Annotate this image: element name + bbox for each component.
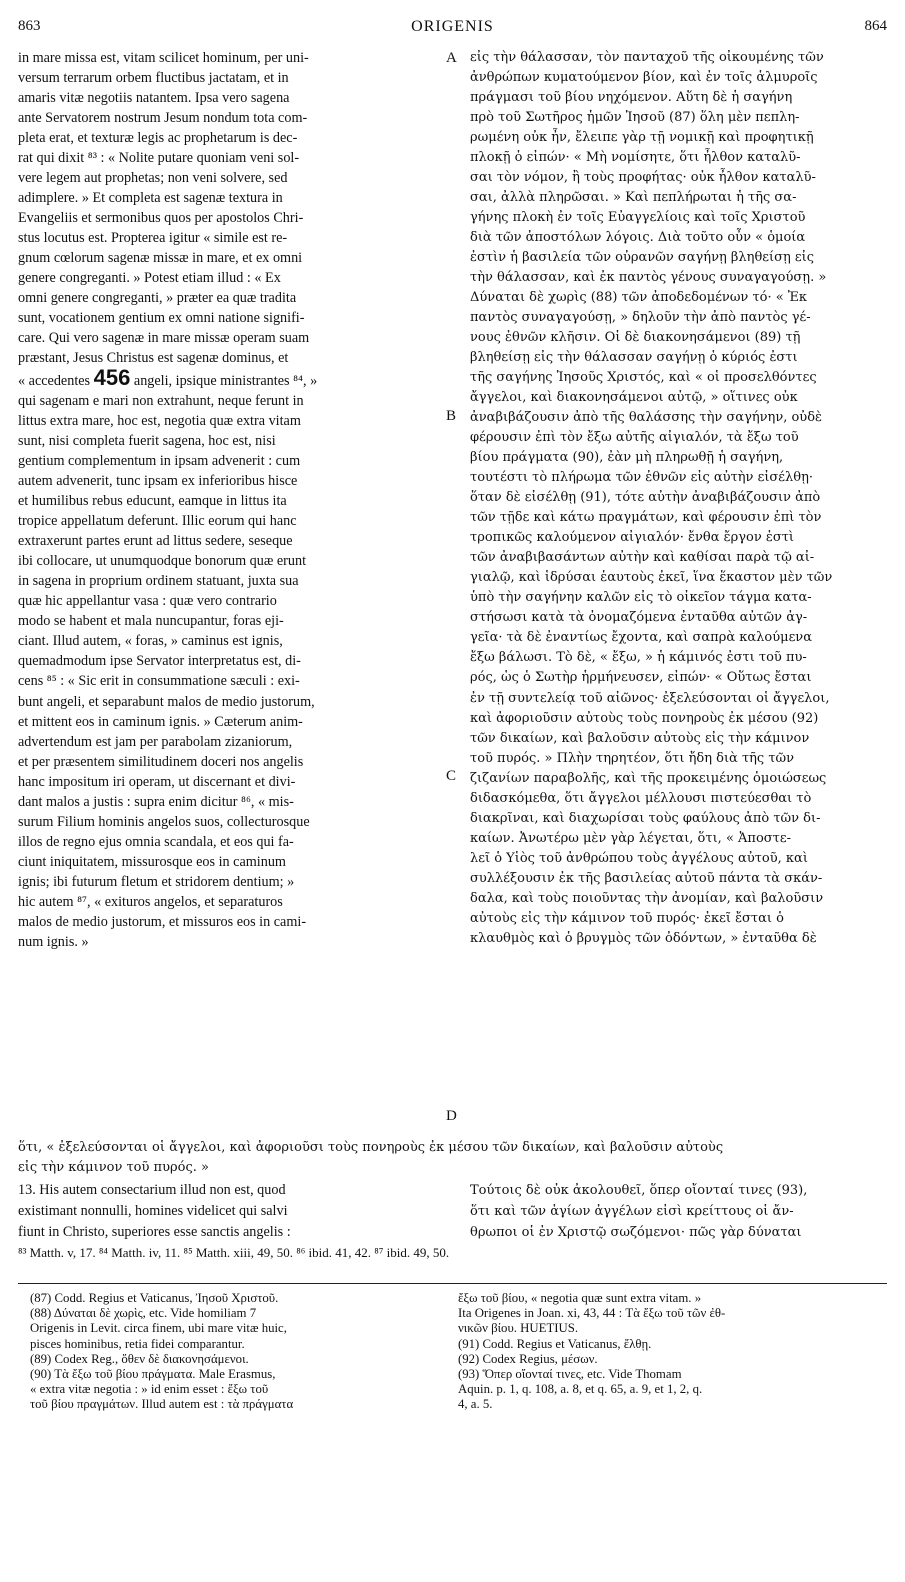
- greek-line: διὰ τῶν ἀποστόλων λόγοις. Διὰ τοῦτο οὖν « ὁμοία: [470, 230, 806, 246]
- fullwidth-line: ὅτι, « ἐξελεύσονται οἱ ἄγγελοι, καὶ ἀφοριοῦσι τοὺς πονηροὺς ἐκ μέσου τῶν δικαίων, καὶ βαλοῦσιν αὐτοὺς: [18, 1140, 724, 1155]
- greek-line: ὑπὸ τὴν σαγήνην καλῶν εἰς τὸ οἰκεῖον τάγμα κατα-: [470, 590, 812, 606]
- latin-line: pleta erat, et texturæ legis ac prophetarum is dec-: [18, 130, 298, 147]
- note-line: (91) Codd. Regius et Vaticanus, ἔλθῃ.: [458, 1336, 652, 1351]
- latin-line: ignis; ibi futurum fletum et stridorem dentium; »: [18, 873, 295, 890]
- greek-line: καὶ ἀφοριοῦσιν αὐτοὺς τοὺς πονηροὺς ἐκ μέσου (92): [470, 710, 819, 726]
- greek-line: ρωμένη οὐκ ἦν, ἔλειπε γὰρ τῇ νομικῇ καὶ προφητικῇ: [470, 130, 814, 146]
- note-line: (92) Codex Regius, μέσων.: [458, 1351, 598, 1366]
- note-line: Ita Origenes in Joan. xi, 43, 44 : Τὰ ἔξω τοῦ τῶν ἐθ-: [458, 1306, 726, 1321]
- latin-line: illos de regno ejus omnia scandala, et eos qui fa-: [18, 833, 294, 850]
- greek-line: πρὸ τοῦ Σωτῆρος ἡμῶν Ἰησοῦ (87) ὅλη μὲν πεπλη-: [470, 110, 800, 126]
- greek-line: συλλέξουσιν ἐκ τῆς βασιλείας αὐτοῦ πάντα τὰ σκάν-: [470, 870, 823, 886]
- latin-line: extraxerunt partes erunt ad littus sedere, seseque: [18, 533, 293, 550]
- greek-line: ὅταν δὲ εἰσέλθῃ (91), τότε αὐτὴν ἀναβιβάζουσιν ἀπὸ: [470, 490, 821, 506]
- latin-line: num ignis. »: [18, 933, 89, 950]
- latin-line: ibi collocare, ut unumquodque bonorum quæ erunt: [18, 553, 307, 570]
- greek-line: ρός, ὡς ὁ Σωτὴρ ἡρμήνευσεν, εἰπών· « Οὕτως ἔσται: [470, 670, 812, 686]
- note-line: pisces hominibus, retia fidei comparantur.: [30, 1336, 245, 1351]
- latin-line: malos de medio justorum, et missuros eos in cami-: [18, 913, 307, 930]
- note-line: ἔξω τοῦ βίου, « negotia quæ sunt extra vitam. »: [458, 1291, 702, 1305]
- greek-line: τοῦ πυρός. » Πλὴν τηρητέον, ὅτι ἤδη διὰ τῆς τῶν: [470, 750, 795, 766]
- note-line: νικῶν βίου. HUETIUS.: [458, 1321, 579, 1336]
- greek-line: πράγμασι τοῦ βίου νηχόμενον. Αὕτη δὲ ἡ σαγήνη: [470, 90, 793, 106]
- greek-line: διδασκόμεθα, ὅτι ἄγγελοι μέλλουσι πιστεύεσθαι τὸ: [470, 790, 812, 806]
- greek-line: διακρῖναι, καὶ διαχωρίσαι τοὺς φαύλους ἀπὸ τῶν δι-: [470, 810, 821, 826]
- greek-line: Τούτοις δὲ οὐκ ἀκολουθεῖ, ὅπερ οἴονταί τινες (93),: [470, 1183, 808, 1198]
- latin-line: gnum cœlorum sagenæ missæ in mare, et ex omni: [18, 250, 303, 267]
- latin-line: Evangeliis et sermonibus quos per apostolos Chri-: [18, 210, 304, 227]
- latin-line: advertendum est jam per parabolam zizaniorum,: [18, 733, 293, 750]
- latin-line: tropice appellatum deferunt. Illic eorum qui hanc: [18, 513, 297, 530]
- latin-line: bunt angeli, et separabunt malos de medio justorum,: [18, 693, 315, 710]
- note-line: « extra vitæ negotia : » id enim esset : ἔξω τοῦ: [30, 1382, 269, 1397]
- notes-divider: [18, 1283, 887, 1284]
- greek-line: τῶν δικαίων, καὶ βαλοῦσιν αὐτοὺς εἰς τὴν κάμινον: [470, 730, 810, 746]
- greek-line: γήνης πλοκὴ ἐν τοῖς Εὐαγγελίοις καὶ τοῖς Χριστοῦ: [470, 210, 806, 226]
- latin-line: vere legem aut prophetas; non veni solvere, sed: [18, 170, 288, 187]
- latin-line: adimplere. » Et completa est sagenæ textura in: [18, 190, 283, 207]
- greek-line: καίων. Ἀνωτέρω μὲν γὰρ λέγεται, ὅτι, « Ἀποστε-: [470, 830, 791, 846]
- latin-line: hanc impositum iri operam, ut discernant et divi-: [18, 773, 296, 790]
- note-line: 4, a. 5.: [458, 1397, 493, 1412]
- editorial-notes-right: [458, 1291, 888, 1413]
- greek-line: ἀναβιβάζουσιν ἀπὸ τῆς θαλάσσης τὴν σαγήνην, οὐδὲ: [470, 410, 823, 426]
- note-line: τοῦ βίου πραγμάτων. Illud autem est : τὰ πράγματα: [30, 1397, 294, 1412]
- greek-line: ἔξω βάλωσι. Τὸ δὲ, « ἔξω, » ἡ κάμινός ἐστι τοῦ πυ-: [470, 650, 807, 666]
- greek-line: γιαλῷ, καὶ ἱδρύσαι ἑαυτοὺς ἐκεῖ, ἵνα ἕκαστον μὲν τῶν: [470, 570, 833, 586]
- latin-line: modo se habent et mala nuncupantur, foras eji-: [18, 613, 284, 630]
- note-line: (93) Ὅπερ οἴονταί τινες, etc. Vide Thomam: [458, 1367, 682, 1382]
- greek-line: βληθείσῃ εἰς τὴν θάλασσαν σαγήνῃ ὁ κύριός ἐστι: [470, 350, 798, 366]
- latin-line: et per præsentem similitudinem doceri nos angelis: [18, 753, 304, 770]
- latin-column: [18, 48, 443, 952]
- greek-line: πλοκῇ ὁ εἰπών· « Μὴ νομίσητε, ὅτι ἦλθον καταλῦ-: [470, 150, 801, 166]
- page-number-right: 864: [864, 18, 887, 34]
- latin-line: « accedentes 456 angeli, ipsique ministrantes ⁸⁴, »: [18, 368, 443, 391]
- greek-line: τροπικῶς καλούμενον αἰγιαλόν· ἔνθα ἔργον ἐστὶ: [470, 530, 795, 546]
- latin-line: cens ⁸⁵ : « Sic erit in consummatione sæculi : exi-: [18, 673, 300, 690]
- greek-line: νους ἐθνῶν κλῆσιν. Οἱ δὲ διακονησάμενοι (89) τῇ: [470, 330, 801, 346]
- greek-section-13: [470, 1180, 888, 1243]
- note-line: (90) Τὰ ἔξω τοῦ βίου πράγματα. Male Erasmus,: [30, 1367, 276, 1382]
- latin-line: qui sagenam e mari non extrahunt, neque ferunt in: [18, 393, 304, 410]
- greek-line: γεῖα· τὰ δὲ ἐναντίως ἔχοντα, καὶ σαπρὰ καλούμενα: [470, 630, 812, 646]
- latin-line: sunt, vocationem gentium ex omni natione signifi-: [18, 310, 305, 327]
- latin-line: et mittent eos in caminum ignis. » Cæterum anim-: [18, 713, 303, 730]
- greek-line: φέρουσιν ἐπὶ τὸν ἔξω αὐτῆς αἰγιαλόν, τὰ ἔξω τοῦ: [470, 430, 799, 446]
- margin-letter-a: A: [446, 50, 457, 66]
- fullwidth-greek: [18, 1138, 887, 1178]
- greek-line: εἰς τὴν θάλασσαν, τὸν πανταχοῦ τῆς οἰκουμένης τῶν: [470, 50, 824, 65]
- running-title: ORIGENIS: [411, 18, 494, 35]
- latin-line: in sagena in proprium ordinem statuant, juxta sua: [18, 573, 299, 590]
- latin-line: et humilibus rebus educunt, eamque in littus ita: [18, 493, 287, 510]
- greek-line: τὴν θάλασσαν, καὶ ἐκ παντὸς γένους συναγαγούσῃ. »: [470, 270, 827, 286]
- greek-line: θρωποι οἱ ἐν Χριστῷ σωζόμενοι· πῶς γὰρ δύναται: [470, 1225, 802, 1240]
- latin-line: ciant. Illud autem, « foras, » caminus est ignis,: [18, 633, 283, 650]
- latin-line: gentium complementum in ipsam advenerit : cum: [18, 453, 301, 470]
- latin-line: littus extra mare, hoc est, negotia quæ extra vitam: [18, 413, 301, 430]
- greek-line: βίου πράγματα (90), ἐὰν μὴ πληρωθῇ ἡ σαγήνη,: [470, 450, 784, 466]
- greek-line: ὅτι καὶ τῶν ἁγίων ἀγγέλων εἰσὶ κρείττους οἱ ἄν-: [470, 1204, 794, 1219]
- latin-line: fiunt in Christo, superiores esse sanctis angelis :: [18, 1224, 291, 1240]
- greek-line: σαι τὸν νόμον, ἢ τοὺς προφήτας· οὐκ ἦλθον καταλῦ-: [470, 170, 816, 186]
- column-number-marker: 456: [93, 368, 131, 391]
- latin-line: 13. His autem consectarium illud non est, quod: [18, 1182, 286, 1198]
- latin-line: in mare missa est, vitam scilicet hominum, per uni-: [18, 50, 309, 66]
- latin-line: quæ hic appellantur vasa : quæ vero contrario: [18, 593, 277, 610]
- latin-line: rat qui dixit ⁸³ : « Nolite putare quoniam veni sol-: [18, 150, 300, 167]
- latin-line: quemadmodum ipse Servator interpretatus est, di-: [18, 653, 301, 670]
- latin-line: versum terrarum orbem fluctibus jactatam, et in: [18, 70, 289, 87]
- greek-line: στήσωσι κατὰ τὰ ὀνομαζόμενα ἐνταῦθα αὐτῶν ἀγ-: [470, 610, 808, 626]
- latin-line: omni genere congreganti, » præter ea quæ tradita: [18, 290, 297, 307]
- page-number-left: 863: [18, 18, 41, 34]
- greek-line: ζιζανίων παραβολῆς, καὶ τῆς προκειμένης ὁμοιώσεως: [470, 770, 827, 786]
- scripture-footnotes: ⁸³ Matth. v, 17. ⁸⁴ Matth. iv, 11. ⁸⁵ Matth. xiii, 49, 50. ⁸⁶ ibid. 41, 42. ⁸⁷ ibid. 49, 50.: [18, 1245, 450, 1260]
- note-line: (89) Codex Reg., ὅθεν δὲ διακονησάμενοι.: [30, 1351, 249, 1366]
- note-line: (87) Codd. Regius et Vaticanus, Ἰησοῦ Χριστοῦ.: [30, 1291, 279, 1305]
- margin-letter-c: C: [446, 768, 457, 784]
- note-line: Aquin. p. 1, q. 108, a. 8, et q. 65, a. 9, et 1, 2, q.: [458, 1382, 703, 1397]
- greek-line: τουτέστι τὸ πλήρωμα τῶν ἐθνῶν εἰς αὐτὴν εἰσέλθῃ·: [470, 470, 814, 486]
- greek-line: ἐν τῇ συντελείᾳ τοῦ αἰῶνος· ἐξελεύσονται οἱ ἄγγελοι,: [470, 690, 830, 706]
- greek-column: [470, 48, 888, 949]
- latin-line: stus locutus est. Propterea igitur « simile est re-: [18, 230, 288, 247]
- latin-line: genere congreganti. » Potest etiam illud : « Ex: [18, 270, 281, 287]
- note-line: (88) Δύναται δὲ χωρὶς, etc. Vide homiliam 7: [30, 1306, 257, 1321]
- latin-line: care. Qui vero sagenæ in mare missæ operam suam: [18, 330, 310, 347]
- latin-line: dant malos a justis : supra enim dicitur ⁸⁶, « mis-: [18, 793, 294, 810]
- margin-letter-d: D: [446, 1108, 457, 1124]
- greek-line: τῶν ἀναβιβασάντων αὐτὴν καὶ καθίσαι παρὰ τῷ αἰ-: [470, 550, 815, 566]
- running-header: [18, 18, 887, 40]
- greek-line: παντὸς συναγαγούσῃ, » δηλοῦν τὴν ἀπὸ παντὸς γέ-: [470, 310, 811, 326]
- fullwidth-line: εἰς τὴν κάμινον τοῦ πυρός. »: [18, 1160, 209, 1175]
- latin-line: ante Servatorem nostrum Jesum nondum tota com-: [18, 110, 308, 127]
- latin-line: præstant, Jesus Christus est sagenæ dominus, et: [18, 350, 289, 367]
- latin-section-13: [18, 1180, 443, 1243]
- greek-line: Δύναται δὲ χωρὶς (88) τῶν ἀποδεδομένων τό· « Ἐκ: [470, 290, 808, 306]
- latin-line: hic autem ⁸⁷, « exituros angelos, et separaturos: [18, 893, 283, 910]
- greek-line: ἐστὶν ἡ βασιλεία τῶν οὐρανῶν σαγήνῃ βληθείσῃ εἰς: [470, 250, 815, 266]
- latin-line: ciunt iniquitatem, missurosque eos in caminum: [18, 853, 286, 870]
- editorial-notes-left: [30, 1291, 450, 1413]
- latin-line: surum Filium hominis angelos suos, collecturosque: [18, 813, 310, 830]
- note-line: Origenis in Levit. circa finem, ubi mare vitæ huic,: [30, 1321, 287, 1336]
- latin-line: sunt, nisi completa fuerit sagena, hoc est, nisi: [18, 433, 276, 450]
- greek-line: ἀνθρώπων κυματούμενον βίον, καὶ ἐν τοῖς ἁλμυροῖς: [470, 70, 818, 86]
- latin-line: existimant nonnulli, homines videlicet qui salvi: [18, 1203, 288, 1219]
- greek-line: αὐτοὺς εἰς τὴν κάμινον τοῦ πυρός· ἐκεῖ ἔσται ὁ: [470, 910, 784, 926]
- greek-line: λεῖ ὁ Υἱὸς τοῦ ἀνθρώπου τοὺς ἀγγέλους αὐτοῦ, καὶ: [470, 850, 808, 866]
- greek-line: σαι, ἀλλὰ πληρῶσαι. » Καὶ πεπλήρωται ἡ τῆς σα-: [470, 190, 797, 206]
- latin-line: autem advenerit, tunc ipsam ex inferioribus hisce: [18, 473, 298, 490]
- margin-letter-b: B: [446, 408, 457, 424]
- greek-line: τῶν τῇδε καὶ κάτω πραγμάτων, καὶ φέρουσιν ἐπὶ τὸν: [470, 510, 822, 526]
- greek-line: κλαυθμὸς καὶ ὁ βρυγμὸς τῶν ὀδόντων, » ἐνταῦθα δὲ: [470, 930, 817, 946]
- greek-line: ἄγγελοι, καὶ διακονησάμενοι αὐτῷ, » οἵτινες οὐκ: [470, 390, 798, 406]
- greek-line: δαλα, καὶ τοὺς ποιοῦντας τὴν ἀνομίαν, καὶ βαλοῦσιν: [470, 890, 824, 906]
- greek-line: τῆς σαγήνης Ἰησοῦς Χριστός, καὶ « οἱ προσελθόντες: [470, 370, 817, 386]
- latin-line: amaris vitæ negotiis natantem. Ipsa vero sagena: [18, 90, 290, 107]
